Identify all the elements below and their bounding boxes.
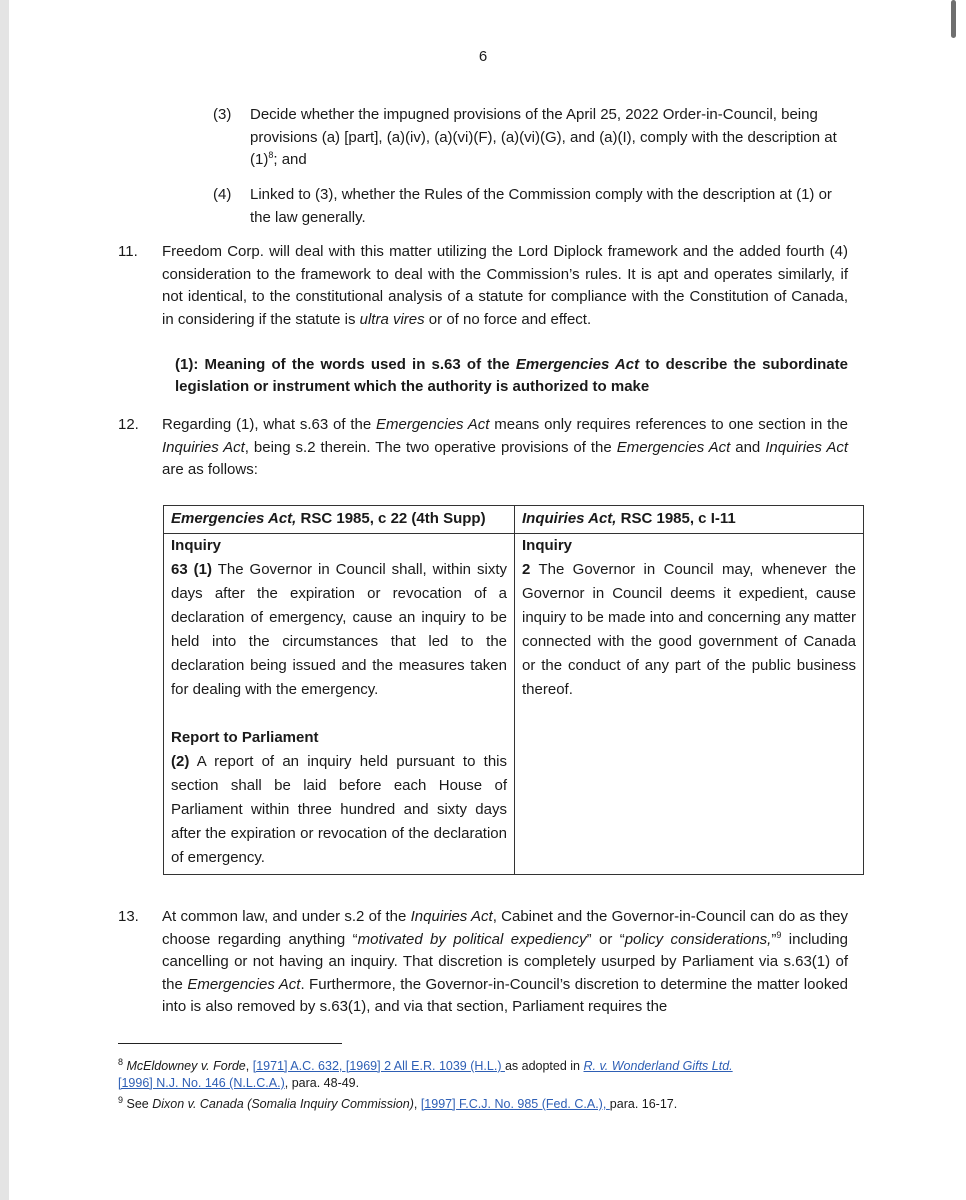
paragraph-text: At common law, and under s.2 of the — [162, 908, 411, 925]
paragraph-text: are as follows: — [162, 461, 258, 478]
header-italic: Inquiries Act, — [522, 510, 617, 527]
footnote-text: as adopted in — [504, 1059, 584, 1073]
list-item-text: Linked to (3), whether the Rules of the Commission comply with the description at (1) or the law generally. — [250, 186, 832, 226]
paragraph-text: Freedom Corp. will deal with this matter utilizing the Lord Diplock framework and the added fourth (4) consideration to the framework to deal with the Commission’s rules. It is apt and operates similarly, if not identical, to the constitutional analysis of a statute for compliance with the Constitution of Canada, in considering if the statute is — [162, 243, 848, 328]
footnote-8 — [118, 1058, 818, 1092]
header-italic: Emergencies Act, — [171, 510, 297, 527]
page-frame-edge — [0, 0, 9, 1200]
paragraph-text: ” or “ — [586, 930, 625, 948]
paragraph-text: ” — [771, 930, 777, 948]
case-name: McEldowney v. Forde — [126, 1059, 246, 1073]
footnote-text: , para. 48-49. — [284, 1076, 360, 1090]
list-item-tail: ; and — [273, 151, 307, 168]
italic-term: Emergencies Act — [376, 416, 490, 433]
section-number: 63 (1) — [171, 561, 212, 578]
footnote-text: , — [245, 1059, 253, 1073]
section-title-inquiry: Inquiry — [171, 537, 222, 554]
paragraph-11 — [162, 241, 848, 331]
italic-term: Inquiries Act — [162, 438, 245, 456]
paragraph-12 — [162, 414, 848, 482]
paragraph-number-12: 12. — [118, 416, 139, 433]
paragraph-13 — [162, 906, 848, 1019]
case-name: Dixon v. Canada (Somalia Inquiry Commission) — [152, 1097, 414, 1111]
paragraph-text: including cancelling or not having an inquiry. That discretion is completely usurped by Parliament via s.63(1) of the — [162, 930, 848, 993]
paragraph-text: Regarding (1), what s.63 of the — [162, 416, 376, 433]
footnote-number: 8 — [118, 1056, 124, 1067]
italic-term: ultra vires — [359, 310, 425, 328]
table-header-emergencies-act — [164, 506, 515, 534]
table-body-row — [164, 534, 864, 875]
paragraph-text: . Furthermore, the Governor-in-Council’s discretion to determine the matter looked into is also removed by s.63(1), and via that section, Parliament requires the — [162, 975, 848, 1015]
section-title-inquiry: Inquiry — [522, 537, 573, 554]
italic-term: Inquiries Act — [765, 438, 848, 456]
header-text: RSC 1985, c I-11 — [616, 510, 736, 527]
section-2 — [522, 558, 856, 702]
heading-italic: Emergencies Act — [515, 356, 640, 373]
section-number: 2 — [522, 561, 531, 578]
footnote-text: See — [123, 1097, 153, 1111]
italic-term: Emergencies Act — [187, 975, 301, 993]
italic-term: Emergencies Act — [616, 438, 731, 456]
footnote-ref-9[interactable]: 9 — [776, 929, 782, 940]
citation-link[interactable]: [1996] N.J. No. 146 (N.L.C.A.) — [118, 1076, 285, 1090]
paragraph-text: means only requires references to one section in the — [489, 416, 848, 433]
paragraph-number-13: 13. — [118, 908, 139, 925]
list-item-text: Decide whether the impugned provisions of the April 25, 2022 Order-in-Council, being provisions (a) [part], (a)(iv), (a)(vi)(F), (a)(vi)(G), and (a)(I), comply with the description at (1) — [250, 106, 837, 168]
inquiries-act-cell — [515, 534, 864, 875]
italic-term: Inquiries Act — [410, 908, 493, 925]
italic-quote: policy considerations, — [624, 930, 772, 948]
scrollbar[interactable] — [944, 0, 966, 1200]
footnote-ref-8[interactable]: 8 — [268, 150, 274, 160]
section-63-1 — [171, 558, 507, 702]
list-item-3 — [213, 104, 860, 172]
paragraph-text: and — [730, 438, 766, 456]
header-text: RSC 1985, c 22 (4th Supp) — [296, 510, 486, 527]
paragraph-text: , being s.2 therein. The two operative provisions of the — [244, 438, 617, 456]
heading-text: to describe the subordinate legislation or instrument which the authority is authorized to make — [175, 356, 848, 395]
footnote-text: para. 16-17. — [609, 1097, 678, 1111]
footnote-number: 9 — [118, 1094, 124, 1105]
paragraph-text: or of no force and effect. — [424, 310, 592, 328]
statute-comparison-table — [163, 505, 864, 875]
citation-link[interactable]: [1997] F.C.J. No. 985 (Fed. C.A.), — [420, 1097, 610, 1111]
section-number: (2) — [171, 753, 190, 770]
section-text: A report of an inquiry held pursuant to this section shall be laid before each House of Parliament within three hundred and sixty days after the expiration or revocation of the declaration of emergency. — [171, 753, 507, 866]
table-header-row — [164, 506, 864, 534]
section-title-report: Report to Parliament — [171, 729, 319, 746]
page-number: 6 — [478, 48, 488, 65]
section-heading — [175, 354, 848, 397]
emergencies-act-cell — [164, 534, 515, 875]
section-63-2 — [171, 750, 507, 870]
case-name-link[interactable]: R. v. Wonderland Gifts Ltd. — [583, 1059, 733, 1073]
footnote-text: , — [413, 1097, 421, 1111]
paragraph-number-11: 11. — [118, 243, 138, 260]
scrollbar-thumb[interactable] — [951, 0, 956, 38]
section-text: The Governor in Council may, whenever the Governor in Council deems it expedient, cause inquiry to be made into and concerning any matter connected with the good government of Canada or the conduct of any part of the public business thereof. — [522, 561, 856, 698]
italic-quote: motivated by political expediency — [357, 930, 587, 948]
citation-link[interactable]: [1971] A.C. 632, [1969] 2 All E.R. 1039 (H.L.) — [252, 1059, 505, 1073]
list-item-label: (3) — [213, 106, 232, 123]
section-text: The Governor in Council shall, within sixty days after the expiration or revocation of a declaration of emergency, cause an inquiry to be held into the circumstances that led to the declaration being issued and the measures taken for dealing with the emergency. — [171, 561, 508, 698]
list-item-label: (4) — [213, 186, 232, 203]
table-header-inquiries-act — [515, 506, 864, 534]
heading-text: (1): Meaning of the words used in s.63 of the — [175, 356, 516, 373]
footnote-9 — [118, 1096, 818, 1113]
list-item-4 — [213, 184, 855, 229]
paragraph-text: , Cabinet and the Governor-in-Council can do as they choose regarding anything “ — [162, 908, 849, 948]
footnote-separator — [118, 1043, 342, 1044]
